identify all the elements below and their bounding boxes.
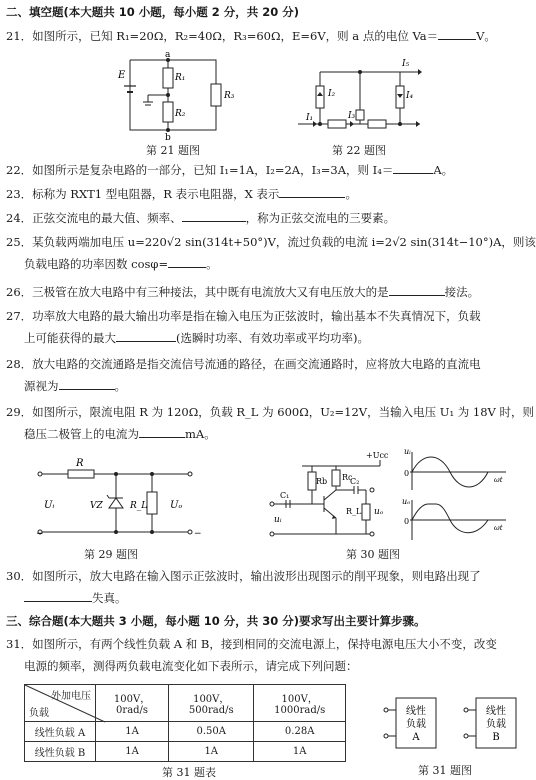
- table-header-load: 负载: [29, 708, 49, 719]
- fig21-label-a: a: [165, 50, 171, 60]
- q23-blank[interactable]: [279, 185, 345, 198]
- question-28-line1: 28．放大电路的交流通路是指交流信号流通的路径，在画交流通路时，应将放大电路的直流电: [6, 357, 481, 371]
- table-cell: 1A: [169, 742, 254, 762]
- question-26: [6, 282, 522, 302]
- fig31-loadA-line2: 负载: [406, 719, 426, 730]
- fig22-label-I2: I₂: [328, 89, 336, 99]
- fig31-caption: 第 31 题图: [418, 764, 472, 777]
- q24-end: ，称为正弦交流电的三要素。: [245, 211, 396, 225]
- fig30-label-Rb: Rb: [316, 477, 328, 486]
- fig31-loadB-line2: 负载: [486, 719, 506, 730]
- q29-text2: 稳压二极管上的电流为: [24, 427, 139, 441]
- table-row-name: 线性负载 A: [25, 722, 96, 742]
- q26-blank[interactable]: [389, 283, 445, 296]
- q21-text: 21．如图所示，已知 R₁=20Ω，R₂=40Ω，R₃=60Ω，E=6V，则 a 点的电位 Va＝: [6, 29, 439, 43]
- table-cell: 0.50A: [169, 722, 254, 742]
- q21-blank[interactable]: [438, 27, 476, 40]
- q26-end: 接法。: [444, 285, 480, 299]
- fig21-label-R3: R₃: [224, 91, 235, 101]
- fig30-label-C1: C₁: [280, 491, 290, 500]
- fig30-wave-zero-2: 0: [404, 517, 410, 526]
- fig22-label-I4: I₄: [406, 91, 414, 101]
- q22-text: 22．如图所示是复杂电路的一部分，已知 I₁=1A，I₂=2A，I₃=3A，则 I₄＝: [6, 163, 394, 177]
- fig29-minus-left: −: [36, 529, 44, 539]
- table-cell: 1A: [96, 742, 169, 762]
- question-28-line2: [24, 376, 126, 396]
- fig29-caption: 第 29 题图: [84, 548, 138, 561]
- q28-text2: 源视为: [24, 379, 59, 393]
- fig29-label-VZ: VZ: [90, 501, 103, 511]
- fig30-wave-wt-1: ωt: [494, 476, 503, 484]
- q25-blank[interactable]: [168, 255, 206, 268]
- question-25-line1: 25．某负载两端加电压 u=220√2 sin(314t+50°)V，流过负载的电流 i=2√2 sin(314t−10°)A，则该: [6, 235, 536, 249]
- table-header-row: [25, 685, 346, 722]
- table-31: [24, 684, 346, 762]
- table31-caption: 第 31 题表: [162, 766, 216, 779]
- q24-text: 24．正弦交流电的最大值、频率、: [6, 211, 182, 225]
- question-27-line1: 27．功率放大电路的最大输出功率是指在输入电压为正弦波时，输出基本不失真情况下，负载: [6, 309, 481, 323]
- q25-end: 。: [206, 257, 218, 271]
- fig31-loadA-line1: 线性: [406, 706, 426, 717]
- question-29-line2: [24, 424, 216, 444]
- question-30-line1: 30．如图所示，放大电路在输入图示正弦波时，输出波形出现图示的削平现象，则电路出现了: [6, 569, 481, 583]
- q28-end: 。: [114, 379, 126, 393]
- q28-blank[interactable]: [59, 377, 115, 390]
- q25-text2: 负载电路的功率因数 cosφ=: [24, 257, 169, 271]
- q23-text: 23．标称为 RXT1 型电阻器，R 表示电阻器，X 表示: [6, 187, 280, 201]
- table-col-2: 100V，500rad/s: [169, 685, 254, 722]
- question-30-line2: [24, 588, 127, 608]
- fig31-loadB-line3: B: [492, 732, 500, 743]
- fig21-caption: 第 21 题图: [146, 144, 200, 157]
- question-21: [6, 26, 522, 46]
- q22-blank[interactable]: [393, 161, 433, 174]
- table-row-name: 线性负载 B: [25, 742, 96, 762]
- q22-unit: A。: [433, 163, 454, 177]
- fig31-loadB-line1: 线性: [486, 706, 506, 717]
- fig30-label-ui: uᵢ: [274, 515, 282, 525]
- q26-text: 26．三极管在放大电路中有三种接法，其中既有电流放大又有电压放大的是: [6, 285, 389, 299]
- figure-31-loads: [378, 680, 528, 760]
- table-header-voltage: 外加电压: [51, 691, 91, 702]
- table-cell: 1A: [96, 722, 169, 742]
- fig30-label-Ucc: +Ucc: [366, 451, 389, 460]
- q27-end: (选瞬时功率、有效功率或平均功率)。: [176, 331, 369, 345]
- figure-29-circuit: [30, 452, 200, 544]
- question-31-line2: 电源的频率，测得两负载电流变化如下表所示，请完成下列问题：: [24, 659, 358, 673]
- section-fill-title: 二、填空题(本大题共 10 小题，每小题 2 分，共 20 分): [6, 5, 300, 19]
- fig30-label-RL: R_L: [346, 507, 362, 516]
- question-24: [6, 208, 522, 228]
- question-29-line1: 29．如图所示，限流电阻 R 为 120Ω，负载 R_L 为 600Ω，U₂=12V，当输入电压 U₁ 为 18V 时，则: [6, 405, 534, 419]
- fig21-label-R2: R₂: [175, 109, 186, 119]
- fig29-label-Uo: Uₒ: [170, 500, 183, 511]
- fig29-minus-right: −: [194, 529, 202, 539]
- q30-blank[interactable]: [24, 589, 92, 602]
- question-25-line2: [24, 254, 218, 274]
- fig22-label-I5: I₅: [402, 59, 410, 69]
- section-comp-title: 三、综合题(本大题共 3 小题，每小题 10 分，共 30 分)要求写出主要计算步骤。: [6, 614, 426, 628]
- fig31-loadA-line3: A: [412, 732, 420, 743]
- fig30-wave-uo-label: uₒ: [402, 497, 411, 506]
- fig30-wave-ui-label: uᵢ: [404, 447, 411, 456]
- q21-unit: V。: [476, 29, 496, 43]
- figure-30-amplifier: [262, 446, 514, 546]
- fig22-caption: 第 22 题图: [332, 144, 386, 157]
- q27-text2: 上可能获得的最大: [24, 331, 116, 345]
- table-col-3: 100V，1000rad/s: [254, 685, 346, 722]
- table-cell: 0.28A: [254, 722, 346, 742]
- table-row: [25, 722, 346, 742]
- question-31-line1: 31．如图所示，有两个线性负载 A 和 B，接到相同的交流电源上，保持电源电压大小不变，改变: [6, 637, 497, 651]
- q27-blank[interactable]: [116, 329, 176, 342]
- table-diag-header: [25, 685, 96, 722]
- table-col-1: 100V，0rad/s: [96, 685, 169, 722]
- fig30-label-uo: uₒ: [374, 507, 384, 517]
- fig30-label-Rc: Rc: [342, 473, 353, 482]
- figure-21-circuit: [118, 50, 238, 142]
- q23-end: 。: [345, 187, 357, 201]
- fig30-label-C2: C₂: [350, 477, 360, 486]
- q29-blank[interactable]: [139, 425, 185, 438]
- fig21-label-b: b: [165, 133, 171, 143]
- fig21-label-E: E: [118, 70, 126, 81]
- table-row: [25, 742, 346, 762]
- fig30-wave-zero-1: 0: [404, 469, 410, 478]
- fig22-label-I1: I₁: [306, 113, 314, 123]
- fig29-label-Ui: Uᵢ: [44, 500, 55, 511]
- question-27-line2: [24, 328, 369, 348]
- fig29-label-RL: R_L: [130, 501, 148, 511]
- fig30-wave-wt-2: ωt: [494, 524, 503, 532]
- q24-blank[interactable]: [182, 209, 246, 222]
- figure-22-circuit: [290, 50, 430, 142]
- question-23: [6, 184, 522, 204]
- q29-unit: mA。: [185, 427, 216, 441]
- question-22: [6, 160, 522, 180]
- q30-end: 失真。: [92, 591, 127, 605]
- fig21-label-R1: R₁: [175, 73, 186, 83]
- fig22-label-I3: I₃: [348, 111, 356, 121]
- fig30-caption: 第 30 题图: [346, 548, 400, 561]
- fig29-label-R: R: [76, 458, 84, 469]
- table-cell: 1A: [254, 742, 346, 762]
